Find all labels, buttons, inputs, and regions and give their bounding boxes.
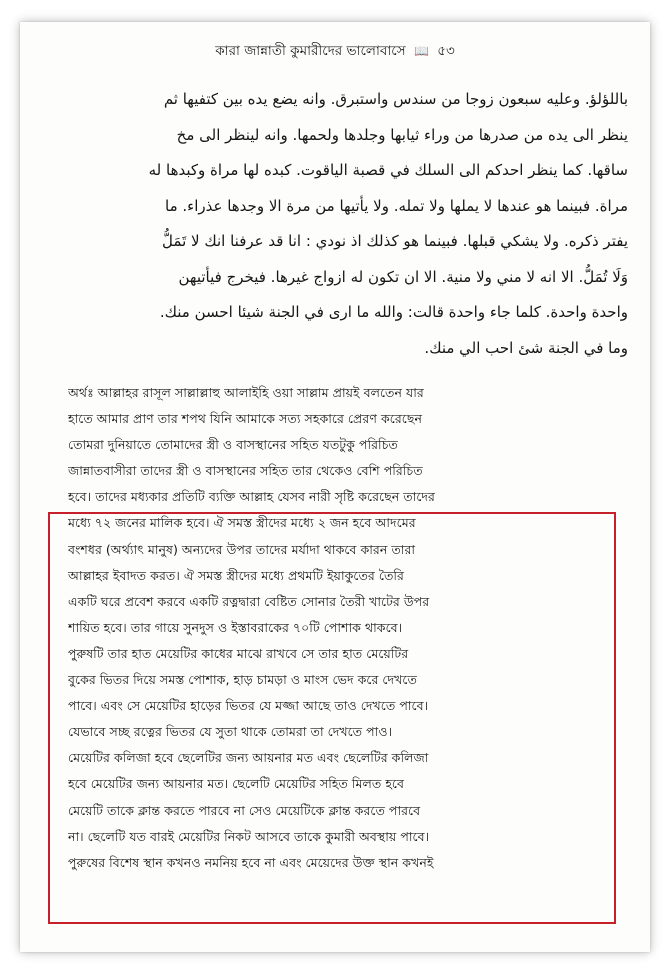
bangla-line: তোমরা দুনিয়াতে তোমাদের স্ত্রী ও বাসস্থানের সহিত যতটুকু পরিচিত	[68, 437, 398, 453]
bangla-line: পাবে। এবং সে মেয়েটির হাড়ের ভিতর যে মজ্জা আছে তাও দেখতে পাবে।	[68, 698, 429, 714]
bangla-line: শায়িত হবে। তার গায়ে সুনদুস ও ইস্তাবরাকের ৭০টি পোশাক থাকবে।	[68, 619, 403, 635]
bangla-line: হাতে আমার প্রাণ তার শপথ যিনি আমাকে সত্য সহকারে প্রেরণ করেছেন	[68, 411, 422, 427]
bangla-line: মেয়েটি তাকে ক্লান্ত করতে পারবে না সেও মেয়েটিকে ক্লান্ত করতে পারবে	[68, 802, 421, 818]
arabic-line: وَلَا تُمَلُّ. الا انه لا مني ولا منية. الا ان تكون له ازواج غيرها. فيخرج فيأتيهن	[178, 267, 628, 286]
bangla-line: পুরুষের বিশেষ স্থান কখনও নমনিয় হবে না এবং মেয়েদের উক্ত স্থান কখনই	[68, 854, 434, 870]
bangla-line: বংশধর (অর্থ্যাৎ মানুষ) অন্যদের উপর তাদের মর্যাদা থাকবে কারন তারা	[68, 541, 416, 557]
bangla-line: না। ছেলেটি যত বারই মেয়েটির নিকট আসবে তাকে কুমারী অবস্থায় পাবে।	[68, 828, 430, 844]
arabic-line: يفتر ذكره. ولا يشكي قبلها. فبينما هو كذلك اذ نودي : انا قد عرفنا انك لا تَمَلُّ	[162, 232, 628, 250]
arabic-line: ساقها. كما ينظر احدكم الى السلك في قصبة الياقوت. كبده لها مراة وكبدها له	[148, 161, 628, 179]
bangla-line: জান্নাতবাসীরা তাদের স্ত্রী ও বাসস্থানের সহিত তার থেকেও বেশি পরিচিত	[68, 463, 423, 479]
bangla-line: আল্লাহর ইবাদত করত। ঐ সমস্ত স্ত্রীদের মধ্যে প্রথমটি ইয়াকুতের তৈরি	[68, 567, 404, 583]
bangla-line: যেভাবে সচ্ছ রত্নের ভিতর যে সুতা থাকে তোমরা তা দেখতে পাও।	[68, 724, 393, 740]
highlight-box	[48, 512, 616, 924]
arabic-line: وما في الجنة شئ احب الي منك.	[424, 338, 628, 357]
bangla-line: পুরুষটি তার হাত মেয়েটির কাধের মাঝে রাখবে সে তার হাত মেয়েটির	[68, 645, 409, 661]
arabic-line: ينظر الى يده من صدرها من وراء ثيابها وجلدها ولحمها. وانه لينظر الى مخ	[176, 125, 628, 144]
bangla-line: হবে। তাদের মধ্যকার প্রতিটি ব্যক্তি আল্লাহ যেসব নারী সৃষ্টি করেছেন তাদের	[68, 489, 435, 505]
book-page	[20, 22, 650, 952]
arabic-line: مراة. فبينما هو عندها لا يملها ولا تمله. ولا يأتيها من مرة الا وجدها عذراء. ما	[165, 196, 628, 215]
book-icon: 📖	[413, 44, 429, 58]
bangla-line: বুকের ভিতর দিয়ে সমস্ত পোশাক, হাড় চামড়া ও মাংস ভেদ করে দেখতে	[68, 672, 417, 688]
page-number: ৫৩	[437, 43, 455, 59]
bangla-line: অর্থঃ আল্লাহর রাসূল সাল্লাল্লাহু আলাইহি ওয়া সাল্লাম প্রায়ই বলতেন যার	[68, 385, 424, 400]
arabic-line: واحدة واحدة. كلما جاء واحدة قالت: والله ما ارى في الجنة شيئا احسن منك.	[159, 303, 628, 321]
page-header	[20, 40, 650, 63]
arabic-text-block	[68, 82, 628, 366]
bangla-line: মধ্যে ৭২ জনের মালিক হবে। ঐ সমস্ত স্ত্রীদের মধ্যে ২ জন হবে আদমের	[68, 515, 416, 531]
bangla-line: একটি ঘরে প্রবেশ করবে একটি রত্নদ্বারা বেষ্টিত সোনার তৈরী খাটের উপর	[68, 593, 430, 609]
arabic-line: باللؤلؤ. وعليه سبعون زوجا من سندس واستبرق. وانه يضع يده بين كتفيها ثم	[163, 90, 628, 108]
header-title: কারা জান্নাতী কুমারীদের ভালোবাসে	[215, 43, 406, 59]
bangla-line: হবে মেয়েটির জন্য আয়নার মত। ছেলেটি মেয়েটির সহিত মিলত হবে	[68, 776, 405, 792]
bangla-line: মেয়েটির কলিজা হবে ছেলেটির জন্য আয়নার মত এবং ছেলেটির কলিজা	[68, 750, 429, 766]
